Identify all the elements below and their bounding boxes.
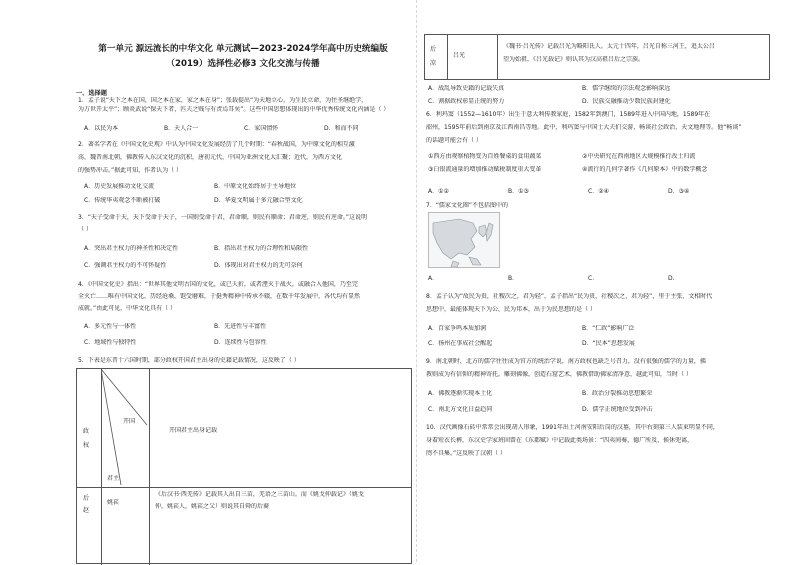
q4-line-2: 全灭亡……唯有中国文化，历经沧桑，饱受磨难，于挺秀精神中传承不辍，在数千年发展中，各代均有显然	[78, 293, 361, 300]
q8-option-b[interactable]: B．“仁政”影响广泛	[582, 325, 635, 332]
q5-option-c[interactable]: C．割据政权彰显正统的努力	[428, 98, 505, 105]
q6-item-3: ③白银流通量的增加推动赋税制度重大变革	[428, 166, 542, 173]
q6-item-1: ①西方由观察植物变为百姓餐桌的食用蔬菜	[428, 153, 542, 160]
q5-row2-text-2: 仲，姚苌人，姚苌之父）则说其自舜的后裔	[155, 503, 270, 510]
q2-option-c[interactable]: C．传统华夷观念不断被打破	[84, 197, 161, 204]
q6-item-4: ④流行的几何学著作《几何原本》中的数学概念	[582, 166, 708, 173]
rtable-col-divider-1	[447, 35, 448, 79]
q6-line-2: 韶州，1595年前后到南京及江西南昌等地。此中，利玛窦与中国士大夫们交游，畅谈社会政治、天文地理等。他“畅谈”	[426, 124, 742, 131]
q5-table	[76, 368, 412, 564]
q9-option-a[interactable]: A．佛教逐渐实现本土化	[428, 390, 493, 397]
q4-option-a[interactable]: A．多元性与一体性	[84, 323, 137, 330]
q1-option-d[interactable]: D．和而不同	[324, 125, 359, 132]
q9-line-1: 9．南北朝时，北方的儒学往往成为官方的统治学说，南方政权也缺乏号召力，没有很强的儒学的力量，佛	[426, 358, 706, 365]
q8-option-c[interactable]: C．扬州在事成社会醒起	[428, 340, 493, 347]
q3-line-1: 3．“天子受命于天，天下受命于天子，一国则受命于君，君命顺，则民有顺命；君命逆，则民有逆命。”这说明	[78, 214, 368, 221]
q6-line-1: 6．利玛窦（1552—1610年）出生于意大利传教家庭，1582年到澳门，1589年进入中国内地，1589年在	[426, 111, 711, 118]
q7-stem: 7．“儒家文化圈”不包括图中的	[426, 202, 509, 209]
q3-option-a[interactable]: A．突出君主权力的神圣性和决定性	[84, 245, 179, 252]
q5-option-d[interactable]: D．民族交融推动少数民族封建化	[582, 98, 671, 105]
q1-option-b[interactable]: B．天人合一	[164, 125, 199, 132]
q5-row1-header: 开国君主出身记载	[169, 427, 218, 434]
q4-option-d[interactable]: D．连续性与包容性	[214, 339, 267, 346]
q7-option-a[interactable]: A．	[428, 275, 439, 282]
q3-option-d[interactable]: D．体现出对君主权力的无可奈何	[214, 262, 303, 269]
q7-option-b[interactable]: B．	[508, 275, 519, 282]
q4-line-3: 成就。”由此可见，中华文化具有（ ）	[78, 305, 177, 312]
q1-line-2: 为万世开太平”；顾炎武说“保天下者，匹夫之贱与有责焉耳矣”。这些中国思想体现出的中华优秀传统文化内涵是（ ）	[78, 106, 390, 113]
q9-option-b[interactable]: B．政治分裂推动思想繁荣	[582, 390, 653, 397]
q7-map-image	[428, 212, 500, 268]
q6-option-a[interactable]: A．①②	[428, 188, 449, 195]
q2-option-b[interactable]: B．中原文化始终居于主导地位	[214, 183, 297, 190]
q5-row1-label: 政 权	[83, 428, 90, 449]
rtable-col-divider-2	[497, 35, 498, 79]
q5-option-a[interactable]: A．战乱导致史籍的记载失真	[428, 85, 505, 92]
q5-diagram-bottom-label: 君主	[107, 475, 120, 482]
column-divider	[416, 0, 417, 562]
q3-line-2: （ ）	[78, 226, 92, 233]
q8-line-2: 思想中，最能体现天下为公，民为邦本，出于为民思想的是（ ）	[426, 306, 596, 313]
rtable-text-1: 《魏书·吕光传》记载吕光为略阳氐人。太元十四年，吕光自称三河王，追太公吕	[503, 43, 715, 50]
q4-line-1: 4．《中国文化史》指出：“世界其他文明古国的文化，或已夭折，或者湮灭于战火，或融合入他国，乃至完	[78, 281, 358, 288]
q5-table-continuation	[424, 34, 770, 80]
q6-option-b[interactable]: B．①③	[508, 188, 529, 195]
east-asia-map-icon	[429, 213, 499, 267]
q5-table-row-divider	[77, 487, 411, 488]
q10-line-2: 身着短衣长裤，东汉史学家班固曾在《东都赋》中记载此类场景：“四夷间奏，德广所及，候休兜离，	[426, 437, 694, 444]
q3-option-b[interactable]: B．指出君主权力的合理性和局限性	[214, 245, 309, 252]
q2-line-1: 2．著名学者在《中国文化史观》中认为中国文化发展经历了几个时期：“春秋战国，为中原文化的相互激	[78, 141, 355, 148]
q4-option-b[interactable]: B．先进性与丰富性	[214, 323, 267, 330]
q8-option-d[interactable]: D．“民本”思想发展	[582, 340, 635, 347]
q5-stem: 5．下表是东晋十六国时期，部分政权开国君主出身的史籍记载情况，这反映了（ ）	[78, 357, 300, 364]
q10-line-1: 10．汉代画像石砖中常常会出现胡人形象，1991年出土河南安阳后岗的汉墓，其中右刻第三人装束明显不同，	[426, 424, 719, 431]
q5-table-col-divider-2	[149, 369, 150, 565]
q8-option-a[interactable]: A．百家争鸣本质加润	[428, 325, 487, 332]
q5-diagram-top-label: 开国	[123, 418, 136, 425]
q1-line-1: 1．孟子说“天下之本在国，国之本在家，家之本在身”；张载提出“为天地立心，为生民立命，为往圣继绝学，	[78, 97, 368, 104]
section-heading: 一、选择题	[76, 90, 107, 97]
q5-row2-name: 姚苌	[107, 499, 120, 506]
q6-option-d[interactable]: D．③④	[668, 188, 690, 195]
q10-line-3: 罔不具集。”这反映了汉朝（ ）	[426, 450, 507, 457]
q1-option-c[interactable]: C．家国情怀	[244, 125, 279, 132]
q2-option-a[interactable]: A．历史发展推动文化交流	[84, 183, 155, 190]
title-line-1: 第一单元 源远流长的中华文化 单元测试—2023-2024学年高中历史统编版	[98, 44, 388, 54]
q8-line-1: 8．孟子认为“故民为贵，社稷次之，君为轻”，孟子指出“民为贵，社稷次之，君为轻”，里于主张，文相时代	[426, 293, 713, 300]
q9-option-d[interactable]: D．儒学正统地位受到冲击	[582, 406, 653, 413]
rtable-text-2: 望为始祖，《吕光载记》则认其为汉高祖吕后之宗族。	[503, 56, 645, 63]
rtable-label: 后 凉	[430, 46, 437, 67]
title-line-2: （2019）选择性必修3 文化交流与传播	[166, 59, 320, 69]
q1-option-a[interactable]: A．以民为本	[84, 125, 119, 132]
page-title	[76, 42, 410, 72]
q4-option-c[interactable]: C．地域性与独特性	[84, 339, 137, 346]
q5-row2-text-1: 《后汉书·西羌传》记载其人出自三苗，羌语之三苗山。而《姚戈仲载记》（姚戈	[155, 491, 364, 498]
q2-option-d[interactable]: D．华夏文明属于多元融合型文化	[214, 197, 303, 204]
q7-option-d[interactable]: D．	[668, 275, 679, 282]
q9-option-c[interactable]: C．南北方文化日益趋同	[428, 406, 493, 413]
q5-row2-label: 后 赵	[83, 495, 90, 514]
q6-line-3: 的话题可能会有（ ）	[426, 137, 482, 144]
q6-option-c[interactable]: C．②④	[588, 188, 609, 195]
q3-option-c[interactable]: C．强调君主权力的不可怀疑性	[84, 262, 167, 269]
q7-option-c[interactable]: C．	[588, 275, 599, 282]
q2-line-3: 的强势冲击。”据此可知，作者认为（ ）	[78, 167, 183, 174]
q9-line-2: 教则成为有信仰的精神寄托。雕刻佛像，创造石窟艺术，佛教借助佛家清净意，越此可知，当时（ ）	[426, 371, 692, 378]
q5-diagonal-header	[101, 369, 149, 487]
q5-option-b[interactable]: B．儒学继续的宗法观念影响深远	[582, 85, 671, 92]
rtable-name: 吕光	[453, 52, 466, 59]
q6-item-2: ②中央研究在西南地区大规模推行改土归流	[582, 153, 696, 160]
q2-line-2: 荡，魏晋南北朝，佛教传入东汉文化的沉积，唐初元代，中国为亚洲文化大汇聚；近代，为西方文化	[78, 154, 343, 161]
